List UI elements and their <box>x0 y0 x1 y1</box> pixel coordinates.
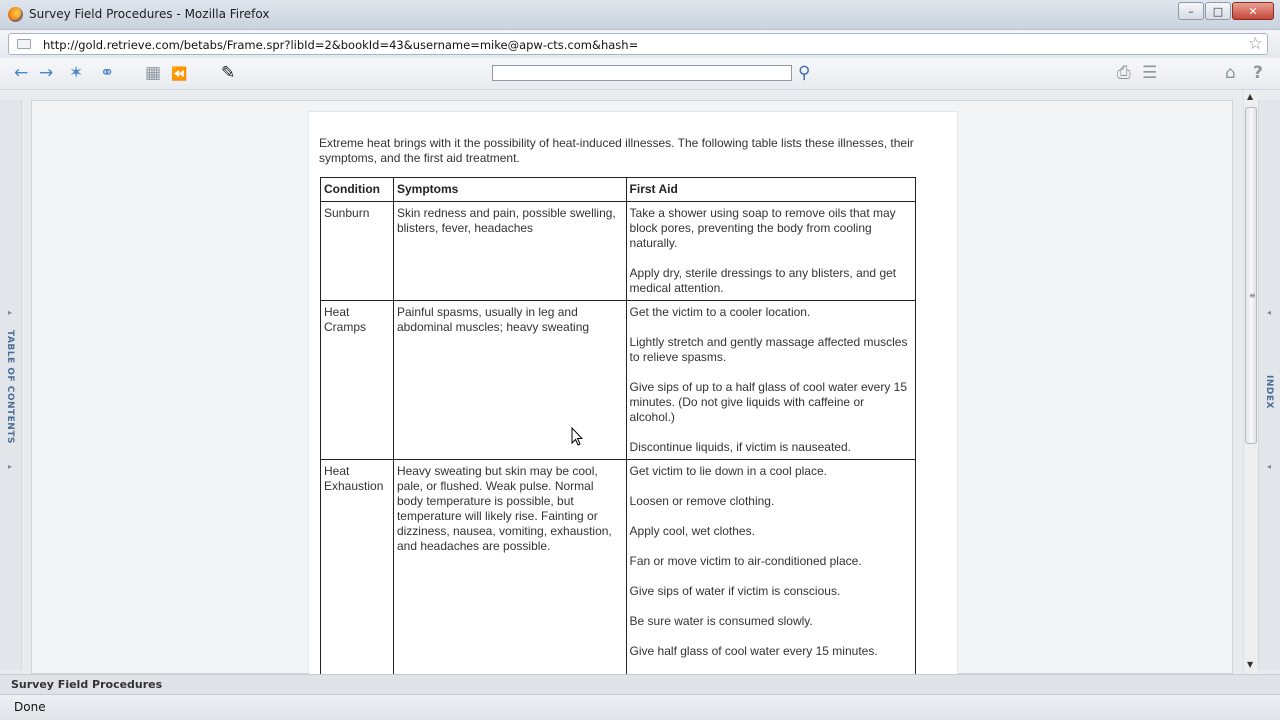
app-toolbar <box>0 58 1280 90</box>
first-aid-step: Lightly stretch and gently massage affected muscles to relieve spasms. <box>629 335 908 364</box>
index-tab[interactable] <box>1258 100 1280 670</box>
document-viewport <box>31 100 1233 674</box>
window-title: Survey Field Procedures - Mozilla Firefox <box>29 7 270 21</box>
column-header: First Aid <box>626 178 915 202</box>
bookmark-star-icon[interactable]: ☆ <box>1247 34 1263 54</box>
document-title-bar <box>0 674 1280 694</box>
forward-arrow-icon[interactable]: → <box>39 63 54 83</box>
window-title-bar <box>0 0 1280 30</box>
symptoms-cell: Skin redness and pain, possible swelling, blisters, fever, headaches <box>393 202 626 301</box>
status-text: Done <box>14 700 46 714</box>
first-aid-step: Give sips of up to a half glass of cool water every 15 minutes. (Do not give liquids with caffeine or alcohol.) <box>629 380 908 424</box>
window-controls <box>1177 2 1274 20</box>
page-icon <box>17 39 31 49</box>
back-arrow-icon[interactable]: ← <box>14 63 29 83</box>
search-icon[interactable]: ⚲ <box>798 63 811 83</box>
document-title: Survey Field Procedures <box>11 678 163 691</box>
list-icon[interactable]: ☰ <box>1142 63 1158 83</box>
scroll-up-arrow-icon[interactable]: ▲ <box>1247 92 1254 101</box>
rewind-icon[interactable]: ⏪ <box>171 67 188 82</box>
index-tab-label[interactable]: INDEX <box>1264 375 1274 409</box>
symptoms-cell: Painful spasms, usually in leg and abdominal muscles; heavy sweating <box>393 301 626 460</box>
first-aid-cell <box>626 301 915 460</box>
first-aid-step: Get victim to lie down in a cool place. <box>629 464 827 478</box>
link-icon[interactable]: ⚭ <box>100 63 115 83</box>
first-aid-step: Loosen or remove clothing. <box>629 494 775 508</box>
help-icon[interactable]: ? <box>1253 63 1263 83</box>
table-row <box>321 301 916 460</box>
toc-tab-label[interactable]: TABLE OF CONTENTS <box>5 330 15 444</box>
status-bar <box>0 694 1280 720</box>
table-row <box>321 460 916 694</box>
close-button[interactable]: ✕ <box>1232 2 1274 20</box>
first-aid-step: Take a shower using soap to remove oils that may block pores, preventing the body from cooling naturally. <box>629 206 896 250</box>
first-aid-step: Apply dry, sterile dressings to any blisters, and get medical attention. <box>629 266 897 295</box>
firefox-logo-icon <box>8 7 23 22</box>
mouse-cursor-icon <box>571 427 583 447</box>
content-frame <box>0 90 1280 674</box>
table-header-row <box>321 178 916 202</box>
first-aid-step: Apply cool, wet clothes. <box>629 524 755 538</box>
search-input[interactable] <box>492 65 792 81</box>
collapse-arrow-icon[interactable]: ◂ <box>1267 308 1272 317</box>
url-field[interactable] <box>8 33 1268 55</box>
condition-cell: Heat Exhaustion <box>321 460 394 694</box>
first-aid-cell <box>626 460 915 694</box>
maximize-button[interactable]: □ <box>1205 2 1231 20</box>
scroll-down-arrow-icon[interactable]: ▼ <box>1247 660 1254 669</box>
heat-illness-table <box>320 177 916 694</box>
first-aid-cell <box>626 202 915 301</box>
document-page <box>308 111 958 711</box>
vertical-scrollbar[interactable] <box>1243 90 1258 674</box>
condition-cell: Heat Cramps <box>321 301 394 460</box>
minimize-button[interactable]: – <box>1178 2 1204 20</box>
first-aid-step: Fan or move victim to air-conditioned place. <box>629 554 862 568</box>
first-aid-step: Give sips of water if victim is conscious. <box>629 584 841 598</box>
scrollbar-thumb[interactable] <box>1245 107 1257 444</box>
intro-paragraph: Extreme heat brings with it the possibility of heat-induced illnesses. The following table lists these illnesses, their symptoms, and the first aid treatment. <box>319 136 914 165</box>
edit-note-icon[interactable]: ✎ <box>221 63 236 83</box>
print-icon[interactable]: ⎙ <box>1117 63 1131 83</box>
grid-icon[interactable]: ▦ <box>145 63 162 83</box>
table-of-contents-tab[interactable] <box>0 100 22 670</box>
first-aid-step: Be sure water is consumed slowly. <box>629 614 813 628</box>
first-aid-step: Discontinue liquids, if victim is nauseated. <box>629 440 851 454</box>
home-icon[interactable]: ⌂ <box>1225 63 1236 83</box>
condition-cell: Sunburn <box>321 202 394 301</box>
collapse-arrow-icon[interactable]: ◂ <box>1267 462 1272 471</box>
expand-arrow-icon[interactable]: ▸ <box>8 462 13 471</box>
column-header: Condition <box>321 178 394 202</box>
column-header: Symptoms <box>393 178 626 202</box>
magic-wand-icon[interactable]: ✶ <box>69 63 84 83</box>
first-aid-step: Get the victim to a cooler location. <box>629 305 811 319</box>
scroll-grip-icon: ≡ <box>1249 291 1256 300</box>
navigation-bar <box>0 30 1280 58</box>
symptoms-cell: Heavy sweating but skin may be cool, pale, or flushed. Weak pulse. Normal body temperature is possible, but temperature will likely rise. Fainting or dizziness, nausea, vomiting, exhaustion, and headaches are possible. <box>393 460 626 694</box>
url-text[interactable]: http://gold.retrieve.com/betabs/Frame.spr?libId=2&bookId=43&username=mike@apw-cts.com&hash= <box>43 38 639 52</box>
first-aid-step: Give half glass of cool water every 15 minutes. <box>629 644 878 658</box>
table-row <box>321 202 916 301</box>
expand-arrow-icon[interactable]: ▸ <box>8 308 13 317</box>
